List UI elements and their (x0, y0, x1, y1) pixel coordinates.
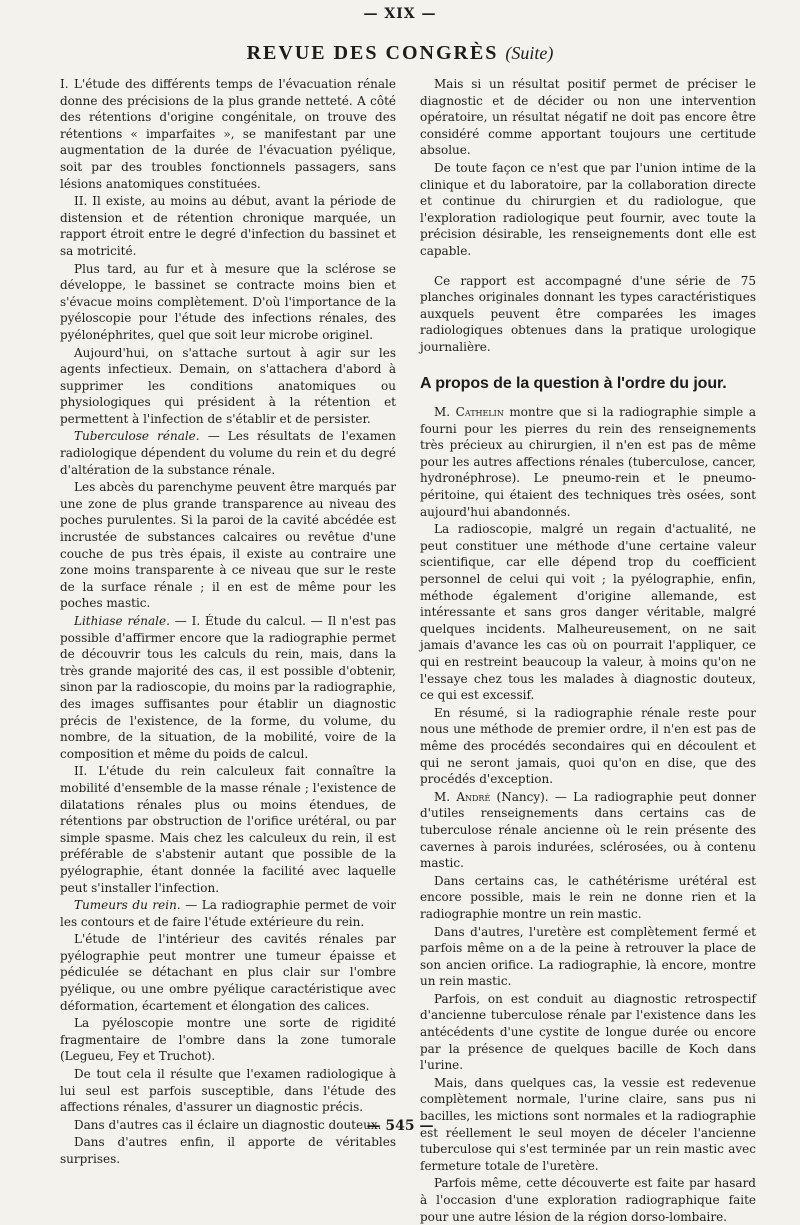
paragraph: Dans d'autres, l'uretère est complètement fermé et parfois même on a de la peine à retrouver la place de son ancien orifice. La radiographie, là encore, montre un rein mastic. (420, 924, 756, 989)
paragraph: Mais, dans quelques cas, la vessie est redevenue complètement normale, l'urine claire, sans pus ni bacilles, les mictions sont normales et la radiographie est réellement le seul moyen de déceler l'ancienne tuberculose qui s'est terminée par un rein mastic avec fermeture totale de l'uretère. (420, 1075, 756, 1173)
paragraph: Parfois, on est conduit au diagnostic retrospectif d'ancienne tuberculose rénale par l'existence dans les antécédents d'une cystite de longue durée ou encore par la présence de quelques bacille de Koch dans l'urine. (420, 991, 756, 1073)
paragraph (420, 404, 756, 520)
paragraph: De tout cela il résulte que l'examen radiologique à lui seul est parfois susceptible, dans l'étude des affections rénales, d'assurer un diagnostic précis. (60, 1067, 396, 1115)
paragraph: Dans d'autres enfin, il apporte de véritables surprises. (60, 1135, 396, 1166)
run-in-heading: Tuberculose rénale. (74, 429, 200, 444)
paragraph: Mais si un résultat positif permet de préciser le diagnostic et de décider ou non une intervention opératoire, un résultat négatif ne doit pas encore être considéré comme apportant toujours une certitude absolue. (420, 77, 756, 158)
paragraph: Les abcès du parenchyme peuvent être marqués par une zone de plus grande transparence au niveau des poches purulentes. Si la paroi de la cavité abcédée est incrustée de substances calcaires ou revêtue d'une couche de pus très épais, il existe au contraire une zone moins transparente à ce niveau que sur le reste de la surface rénale ; il en est de même pour les poches mastic. (60, 480, 396, 611)
paragraph: Plus tard, au fur et à mesure que la sclérose se développe, le bassinet se contracte moins bien et s'évacue moins complètement. D'où l'importance de la pyéloscopie pour l'étude des infections rénales, des pyélonéphrites, quel que soit leur microbe originel. (60, 261, 396, 342)
paragraph: Dans d'autres cas il éclaire un diagnostic douteux. (74, 1117, 382, 1132)
paragraph: En résumé, si la radiographie rénale reste pour nous une méthode de premier ordre, il n'en est pas de même des procédés secondaires qui en découlent et qui ne seront jamais, quoi qu'on en dise, que des procédés d'exception. (420, 705, 756, 787)
paragraph: La pyéloscopie montre une sorte de rigidité fragmentaire de l'ombre dans la zone tumorale (Legueu, Fey et Truchot). (60, 1016, 396, 1064)
paragraph: Ce rapport est accompagné d'une série de 75 planches originales donnant les types caractéristiques auxquels peuvent être comparées les images radiologiques obtenues dans la pratique urologique journalière. (420, 273, 756, 354)
running-title-text: REVUE DES CONGRÈS (246, 42, 499, 64)
right-column (420, 76, 757, 1224)
paragraph: La radioscopie, malgré un regain d'actualité, ne peut constituer une méthode d'une certaine valeur scientifique, car elle dépend trop du coefficient personnel de celui qui voit ; la pyélographie, enfin, méthode également d'origine allemande, est intéressante et sans gros danger véritable, malgré quelques incidents. Malheureusement, on ne sait jamais d'avance les cas où on pourrait l'appliquer, ce qui en restreint beaucoup la valeur, à moins qu'on ne l'essaye chez tous les malades à diagnostic douteux, ce qui est excessif. (420, 522, 756, 703)
paragraph: II. Il existe, au moins au début, avant la période de distension et de rétention chronique marquée, un rapport étroit entre le degré d'infection du bassinet et sa motricité. (60, 194, 396, 258)
paragraph-text: — I. Étude du calcul. — Il n'est pas possible d'affirmer encore que la radiographie permet de découvrir tous les calculs du rein, mais, dans la très grande majorité des cas, il est possible d'obtenir, sinon par la radioscopie, du moins par la radiographie, des images suffisantes pour établir un diagnostic précis de l'existence, de la forme, du volume, du nombre, de la situation, de la mobilité, voire de la composition et même du poids de calcul. (60, 614, 396, 761)
paragraph-text: — Les résultats de l'examen radiologique dépendent du volume du rein et du degré d'altération de la substance rénale. (60, 429, 397, 477)
left-column (60, 76, 397, 1166)
paragraph-text: (Nancy). — La radiographie peut donner d'utiles renseignements dans certains cas de tuberculose rénale ancienne où le rein présente des cavernes à parois indurées, sclérosées, ou à contenu mastic. (420, 789, 757, 871)
run-in-heading: Tumeurs du rein. (74, 898, 181, 913)
section-heading: A propos de la question à l'ordre du jour. (420, 374, 727, 392)
paragraph: Parfois même, cette découverte est faite par hasard à l'occasion d'une exploration radiographique faite pour une autre lésion de la région dorso-lombaire. (420, 1176, 756, 1224)
run-in-heading: Lithiase rénale. (74, 614, 170, 628)
paragraph: I. L'étude des différents temps de l'évacuation rénale donne des précisions de la plus grande netteté. A côté des rétentions d'origine congénitale, on trouve des rétentions « imparfaites », se manifestant par une augmentation de la durée de l'évacuation pyélique, soit par des troubles fonctionnels passagers, sans lésions anatomiques constituées. (60, 77, 396, 191)
speaker-name: M. André (434, 789, 491, 804)
running-title (0, 42, 800, 65)
paragraph (60, 897, 396, 930)
roman-folio: — XIX — (363, 6, 437, 22)
spacer (420, 261, 756, 273)
paragraph-text: montre que si la radiographie simple a fourni pour les pierres du rein des renseignements très précieux au chirurgien, il n'en est pas de même pour les autres affections rénales (tuberculose, cancer, hydronéphrose). Le pneumo-rein et le pneumo-péritoine, qui étaient des techniques très osées, sont aujourd'hui abandonnés. (420, 405, 757, 519)
paragraph: De toute façon ce n'est que par l'union intime de la clinique et du laboratoire, par la collaboration directe et continue du chirurgien et du radiologue, que l'exploration radiologique peut fournir, avec toute la précision désirable, les renseignements dont elle est capable. (420, 160, 756, 258)
paragraph: Dans certains cas, le cathétérisme urétéral est encore possible, mais le rein ne donne rien et la radiographie montre un rein mastic. (420, 873, 756, 921)
paragraph (60, 613, 396, 762)
running-title-suffix: (Suite) (505, 43, 554, 63)
paragraph: Aujourd'hui, on s'attache surtout à agir sur les agents infectieux. Demain, on s'attachera d'abord à supprimer les conditions anatomiques ou physiologiques qui président à la rétention et permettent à l'infection de s'établir et de persister. (60, 345, 396, 426)
paragraph: L'étude de l'intérieur des cavités rénales par pyélographie peut montrer une tumeur épaisse et pédiculée se détachant en plus clair sur l'ombre pyélique, ou une ombre pyélique caractéristique avec déformation, écartement et élongation des calices. (60, 932, 396, 1013)
page-number: — 545 — (366, 1118, 434, 1134)
speaker-name: M. Cathelin (434, 405, 504, 420)
paragraph (420, 789, 756, 872)
paragraph: II. L'étude du rein calculeux fait connaître la mobilité d'ensemble de la masse rénale ; l'existence de dilatations rénales plus ou moins étendues, de rétentions par obstruction de l'orifice urétéral, ou par simple spasme. Mais chez les calculeux du rein, il est préférable de s'abstenir autant que possible de la pyélographie, étant donnée la facilité avec laquelle peut s'installer l'infection. (60, 764, 396, 895)
paragraph (60, 428, 396, 478)
paragraph-text: — La radiographie permet de voir les contours et de faire l'étude extérieure du rein. (60, 898, 397, 929)
